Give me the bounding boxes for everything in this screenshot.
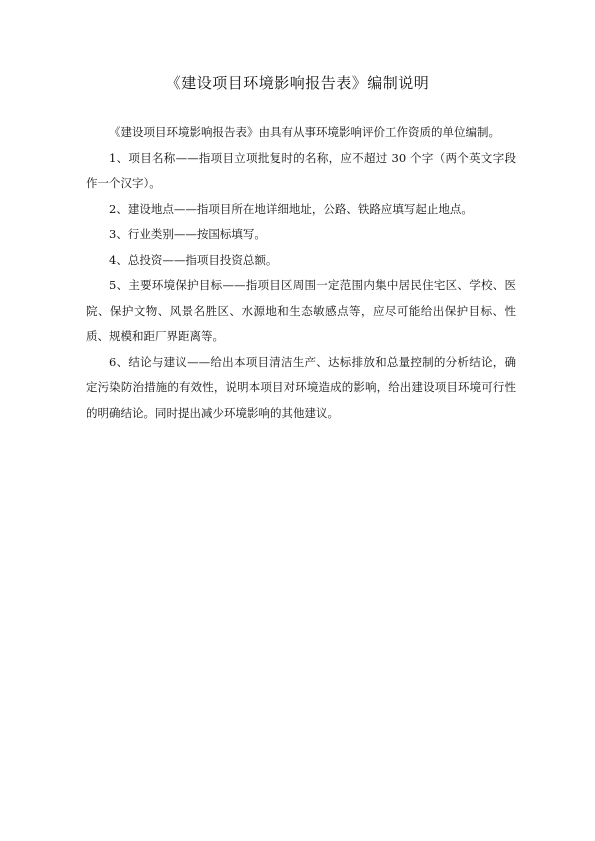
body-text [86, 120, 516, 426]
item-project-name: 1、项目名称——指项目立项批复时的名称，应不超过 30 个字（两个英文字段作一个汉字）。 [86, 150, 516, 190]
item-industry-category: 3、行业类别——按国标填写。 [109, 227, 266, 241]
page-title: 《建设项目环境影响报告表》编制说明 [165, 74, 430, 92]
item-protection-targets: 5、主要环境保护目标——指项目区周围一定范围内集中居民住宅区、学校、医院、保护文物、风景名胜区、水源地和生态敏感点等，应尽可能给出保护目标、性质、规模和距厂界距离等。 [86, 278, 516, 343]
intro-paragraph: 《建设项目环境影响报告表》由具有从事环境影响评价工作资质的单位编制。 [109, 125, 500, 139]
item-total-investment: 4、总投资——指项目投资总额。 [109, 252, 278, 267]
item-conclusions: 6、结论与建议——给出本项目清洁生产、达标排放和总量控制的分析结论，确定污染防治措施的有效性，说明本项目对环境造成的影响，给出建设项目环境可行性的明确结论。同时提出减少环境影响的其他建议。 [86, 354, 516, 420]
item-construction-site: 2、建设地点——指项目所在地详细地址，公路、铁路应填写起止地点。 [109, 201, 473, 216]
